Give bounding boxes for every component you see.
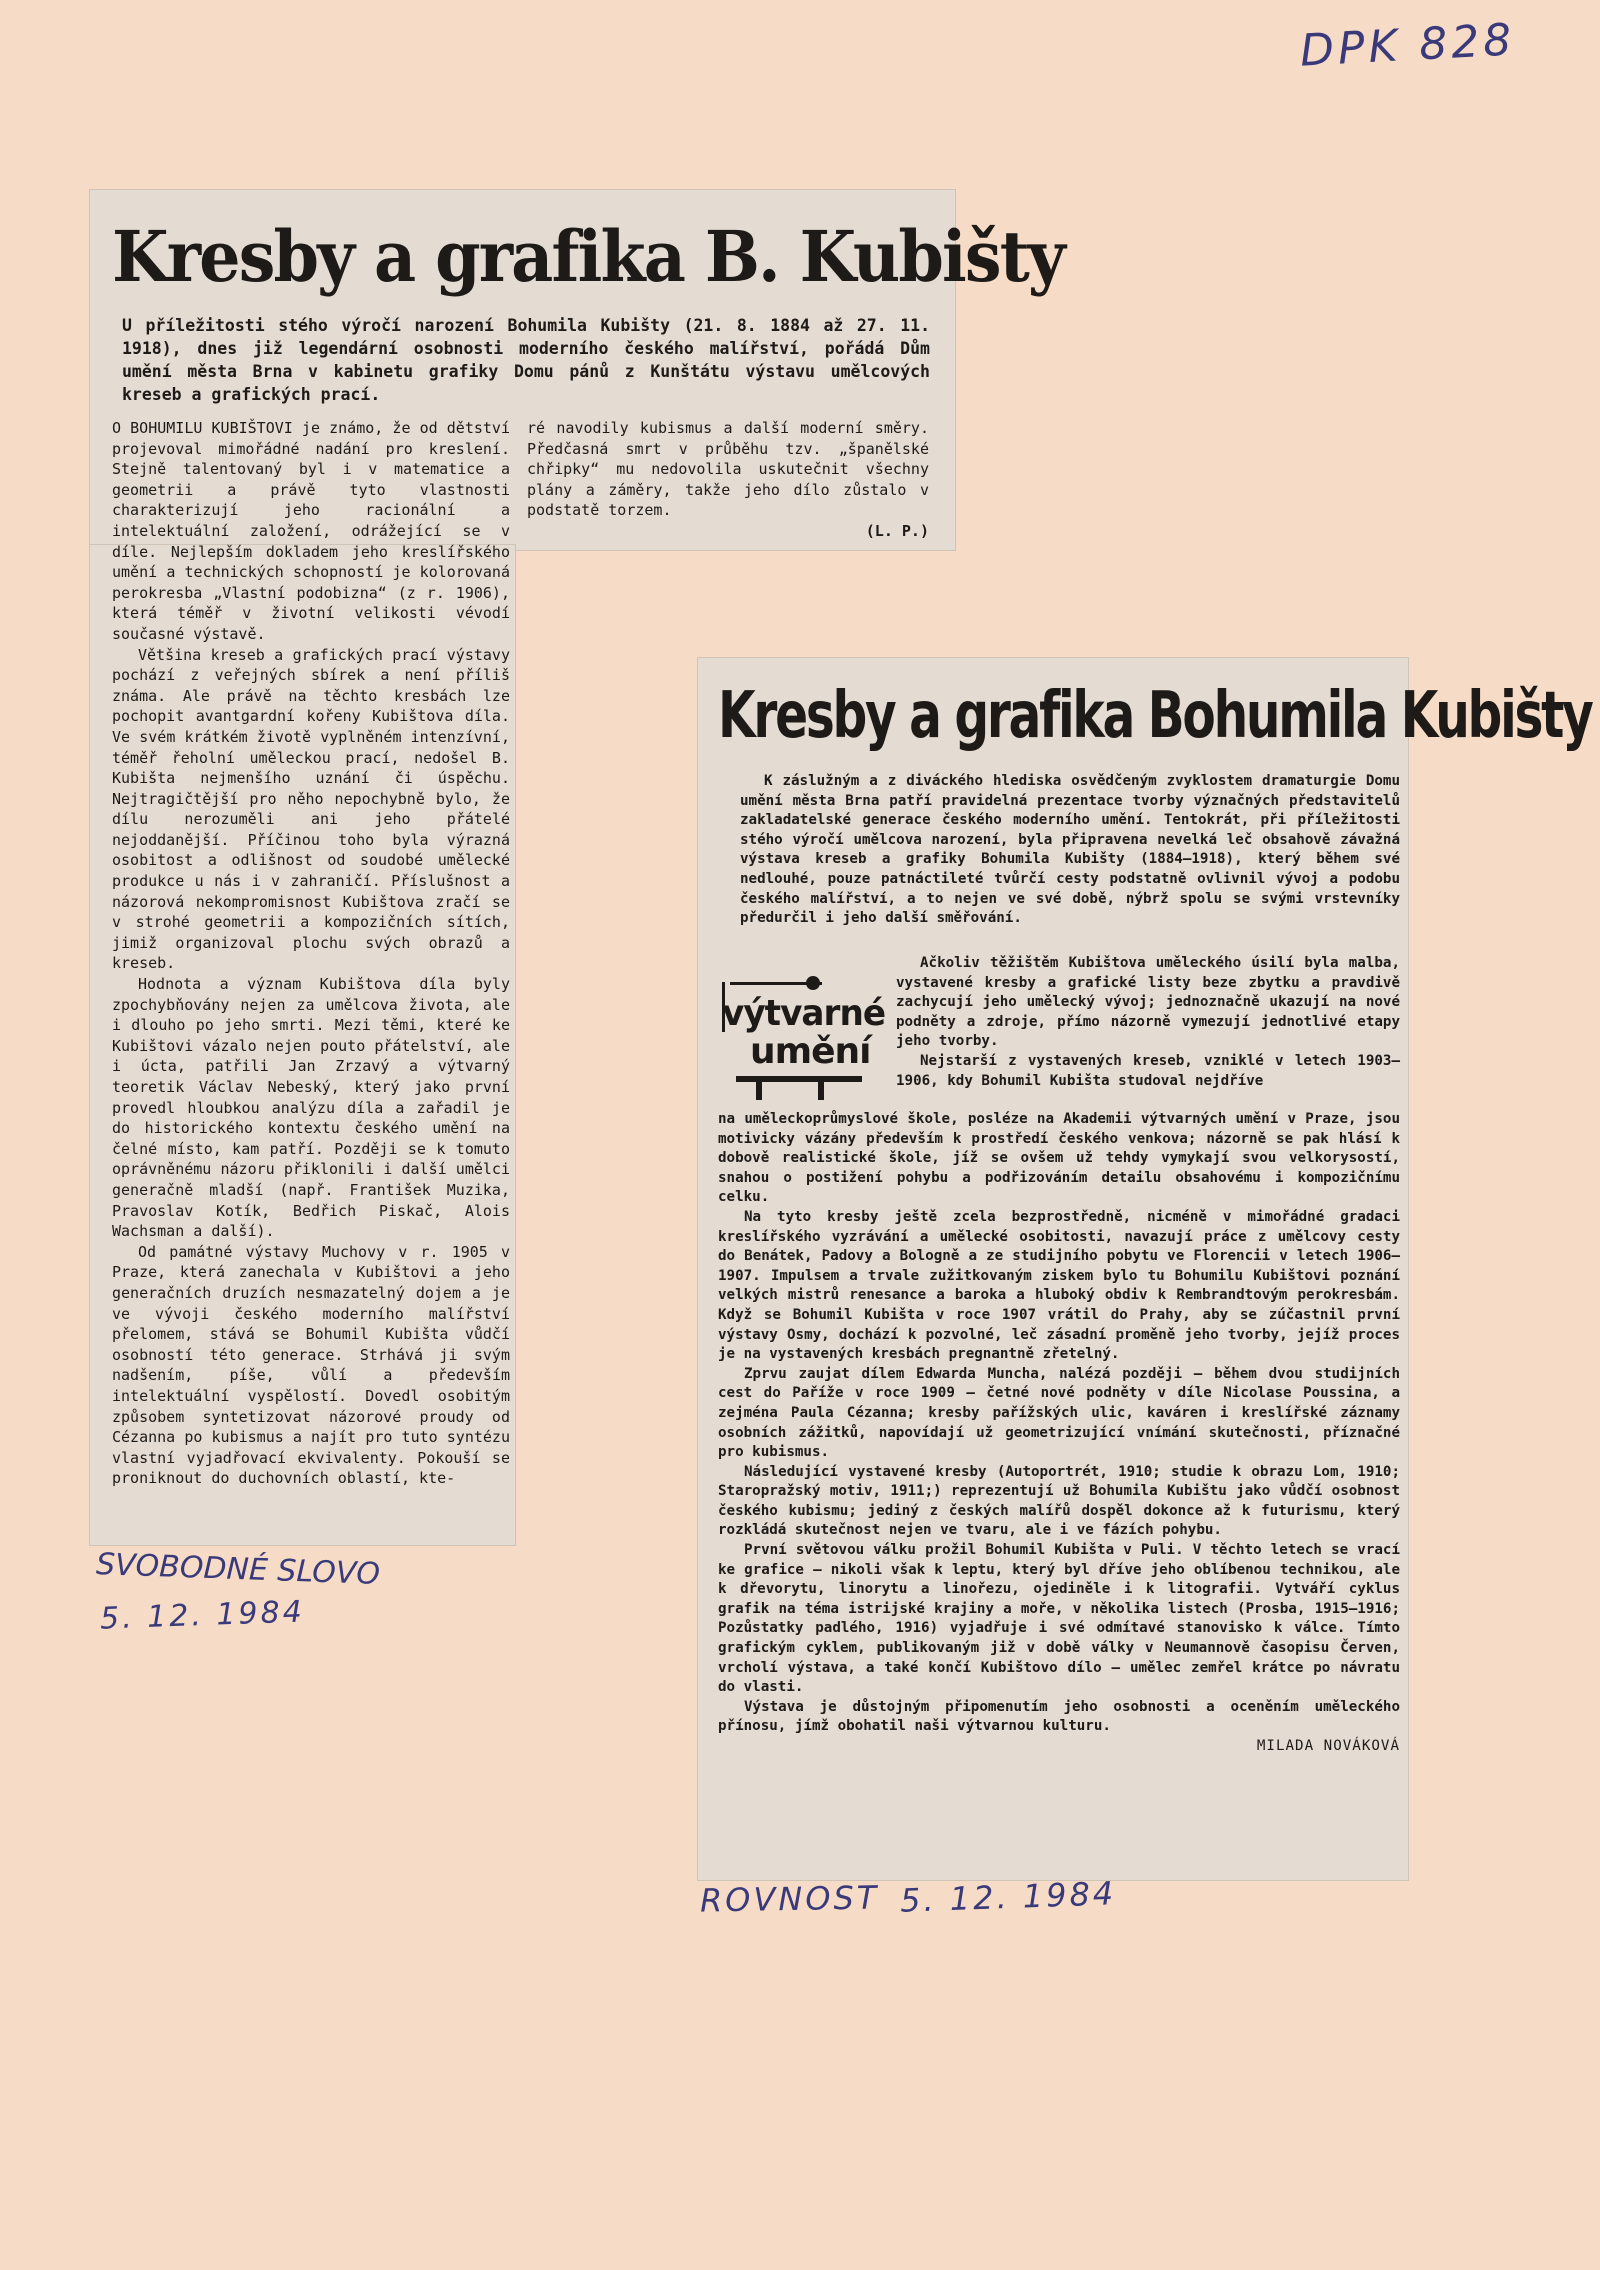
archive-code: DPK 828: [1298, 14, 1517, 77]
article-2-paragraph: První světovou válku prožil Bohumil Kubišta v Puli. V těchto letech se vrací ke grafice — nikoli však k leptu, který byl dříve jeho oblíbenou technikou, ale k dřevorytu, linorytu a linořezu, ojediněle i k litografii. Vytváří cyklus grafik na téma istrijské krajiny a moře, v několika listech (Prosba, 1915—1916; Pozůstatky padlého, 1916) vyjadřuje i své odmítavé stanovisko k válce. Tímto grafickým cyklem, publikovaným již v době války v Neumannově časopisu Červen, vrcholí výstava, a také končí Kubištovo dílo — umělec zemřel krátce po návratu do vlasti.: [718, 1542, 1400, 1696]
article-2-intro-text-2: Nejstarší z vystavených kreseb, vzniklé v letech 1903—1906, kdy Bohumil Kubišta studoval nejdříve: [896, 1052, 1400, 1089]
article-1-column-2: [527, 418, 929, 542]
source-2-name: ROVNOST: [699, 1878, 880, 1920]
article-1-column-1: [112, 418, 510, 1489]
source-1-date: 5. 12. 1984: [99, 1594, 306, 1637]
source-2-date: 5. 12. 1984: [899, 1874, 1117, 1920]
article-2-intro-paragraph: [896, 954, 1400, 1091]
article-2-paragraph: Zprvu zaujat dílem Edwarda Muncha, nalézá později — během dvou studijních cest do Paříže v roce 1909 — četné nové podněty v díle Nicolase Poussina, a zejména Paula Cézanna; kresby pařížských ulic, kaváren i kreslířské záznamy osobních zážitků, napovídají už geometrizující vnímání skutečnosti, příznačné pro kubismus.: [718, 1365, 1400, 1461]
rubric-dot: [806, 976, 820, 990]
rubric-leg-right: [818, 1076, 824, 1100]
rubric-line-1: výtvarné: [722, 993, 886, 1034]
article-2-title: Kresby a grafika Bohumila Kubišty: [718, 679, 1592, 753]
article-2-lead-text: K záslužným a z diváckého hlediska osvědčeným zvyklostem dramaturgie Domu umění města Brna patří pravidelná prezentace tvorby význačných představitelů zakladatelské generace českého moderního umění. Tentokrát, při příležitosti stého výročí umělcova narození, byla připravena nevelká leč obsahově závažná výstava kreseb a grafiky Bohumila Kubišty (1884—1918), který během své nedlouhé, pouze patnáctileté tvůrčí cesty podstatně ovlivnil vývoj a podobu českého malířství, a to nejen ve své době, nýbrž spolu se svými vrstevníky předurčil i jeho další směřování.: [740, 773, 1400, 927]
rubric-visual-arts: [722, 982, 894, 1100]
rubric-bottom-bar: [736, 1076, 862, 1082]
article-2-signature: MILADA NOVÁKOVÁ: [1256, 1738, 1400, 1754]
article-1-title: Kresby a grafika B. Kubišty: [112, 215, 1064, 298]
article-2-paragraph: Následující vystavené kresby (Autoportrét, 1910; studie k obrazu Lom, 1910; Staropražský motiv, 1911;) reprezentují už Bohumila Kubištu jako vůdčí osobnost českého kubismu; jediný z českých malířů dospěl dokonce až k futurismu, který rozkládá skutečnost nejen ve tvaru, ale i ve fázích pohybu.: [718, 1463, 1400, 1539]
article-2-intro-text: Ačkoliv těžištěm Kubištova uměleckého úsilí byla malba, vystavené kresby a grafické listy beze zbytku a pravdivě zachycují jeho umělecký vývoj; jednoznačně ukazují na nové podněty a zdroje, přímo názorně vymezují jednotlivé etapy jeho tvorby.: [896, 955, 1400, 1050]
article-1-paragraph: O BOHUMILU KUBIŠTOVI je známo, že od dětství projevoval mimořádné nadání pro kreslení. Stejně talentovaný byl i v matematice a geometrii a právě tyto vlastnosti charakterizují jeho racionální a intelektuální založení, odrážející se v díle. Nejlepším dokladem jeho kreslířského umění a technických schopností je kolorovaná perokresba „Vlastní podobizna“ (z r. 1906), která téměř v životní velikosti vévodí současné výstavě.: [112, 419, 510, 643]
article-2-paragraph: na uměleckoprůmyslové škole, posléze na Akademii výtvarných umění v Praze, jsou motivicky vázány především k prostředí českého venkova; názorně se pak hlásí k dobově realistické škole, jíž se ovšem už tehdy vymykají svou velkorysostí, snahou o postižení pohybu a podřizováním detailu obsahovému i kompozičnímu celku.: [718, 1111, 1400, 1206]
rubric-leg-left: [756, 1076, 762, 1100]
article-2-paragraph: Na tyto kresby ještě zcela bezprostředně, nicméně v mimořádné gradaci kreslířského vyzrávání a umělecké osobitosti, navazují práce z umělcovy cesty do Benátek, Padovy a Bologně a ze studijního pobytu ve Florencii v letech 1906—1907. Impulsem a trvale zužitkovaným ziskem bylo tu Bohumilu Kubištovi poznání velkých mistrů renesance a baroka a hluboký obdiv k Rembrandtovým perokresbám. Když se Bohumil Kubišta v roce 1907 vrátil do Prahy, aby se zúčastnil první výstavy Osmy, dochází k pozvolné, leč zásadní proměně jeho tvorby, jejíž proces je na vystavených kresbách pregnantně zřetelný.: [718, 1208, 1400, 1363]
article-1-signature: (L. P.): [865, 521, 929, 540]
article-1-paragraph: Hodnota a význam Kubištova díla byly zpochybňovány nejen za umělcova života, ale i dlouho po jeho smrti. Mezi těmi, které ke Kubištovi vázalo nejen pouto přátelství, ale i úcta, patřili Jan Zrzavý a výtvarný teoretik Václav Nebeský, který jako první provedl hloubkou analýzu díla a zařadil je do historického kontextu českého umění na čelné místo, kam patří. Později se k tomuto oprávněnému názoru přiklonili i další umělci generačně mladší (např. František Muzika, Pravoslav Kotík, Bedřich Piskač, Alois Wachsman a další).: [112, 975, 510, 1241]
article-1-paragraph: Většina kreseb a grafických prací výstavy pochází z veřejných sbírek a není příliš známa. Ale právě na těchto kresbách lze pochopit avantgardní kořeny Kubištova díla. Ve svém krátkém životě vyplněném intenzívní, téměř řeholní uměleckou prací, nedošel B. Kubišta nejmenšího uznání či úspěchu. Nejtragičtější pro něho nepochybně bylo, že dílu nerozuměli ani jeho přátelé nejoddanější. Příčinou toho byla výrazná osobitost a odlišnost od soudobé umělecké produkce u nás i v zahraničí. Příslušnost a názorová nekompromisnost Kubištova zračí se v strohé geometrii a kompozičních sítích, jimiž organizoval plochu svých obrazů a kreseb.: [112, 645, 510, 973]
article-1-lead: U příležitosti stého výročí narození Bohumila Kubišty (21. 8. 1884 až 27. 11. 1918), dnes již legendární osobnosti moderního českého malířství, pořádá Dům umění města Brna v kabinetu grafiky Domu pánů z Kunštátu výstavu umělcových kreseb a grafických prací.: [122, 316, 930, 404]
source-1-name: SVOBODNÉ SLOVO: [95, 1547, 381, 1592]
article-2-body: [718, 1110, 1400, 1757]
rubric-line-2: umění: [750, 1031, 871, 1072]
article-2-lead: [740, 772, 1400, 929]
article-1-paragraph: ré navodily kubismus a další moderní směry. Předčasná smrt v průběhu tzv. „španělské chřipky“ mu nedovolila uskutečnit všechny plány a záměry, takže jeho dílo zůstalo v podstatě torzem.: [527, 419, 929, 520]
article-1-paragraph: Od památné výstavy Muchovy v r. 1905 v Praze, která zanechala v Kubištovi a jeho generačních druzích nesmazatelný dojem a je ve vývoji českého moderního malířství přelomem, stává se Bohumil Kubišta vůdčí osobností této generace. Strhává ji svým nadšením, píše, vůlí a především intelektuální vyspělostí. Dovedl osobitým způsobem syntetizovat názorové proudy od Cézanna po kubismus a najít pro tuto syntézu vlastní vyjadřovací ekvivalenty. Pokouší se proniknout do duchovních oblastí, kte-: [112, 1242, 510, 1488]
article-2-paragraph: Výstava je důstojným připomenutím jeho osobnosti a oceněním uměleckého přínosu, jímž obohatil naši výtvarnou kulturu.: [718, 1698, 1400, 1735]
